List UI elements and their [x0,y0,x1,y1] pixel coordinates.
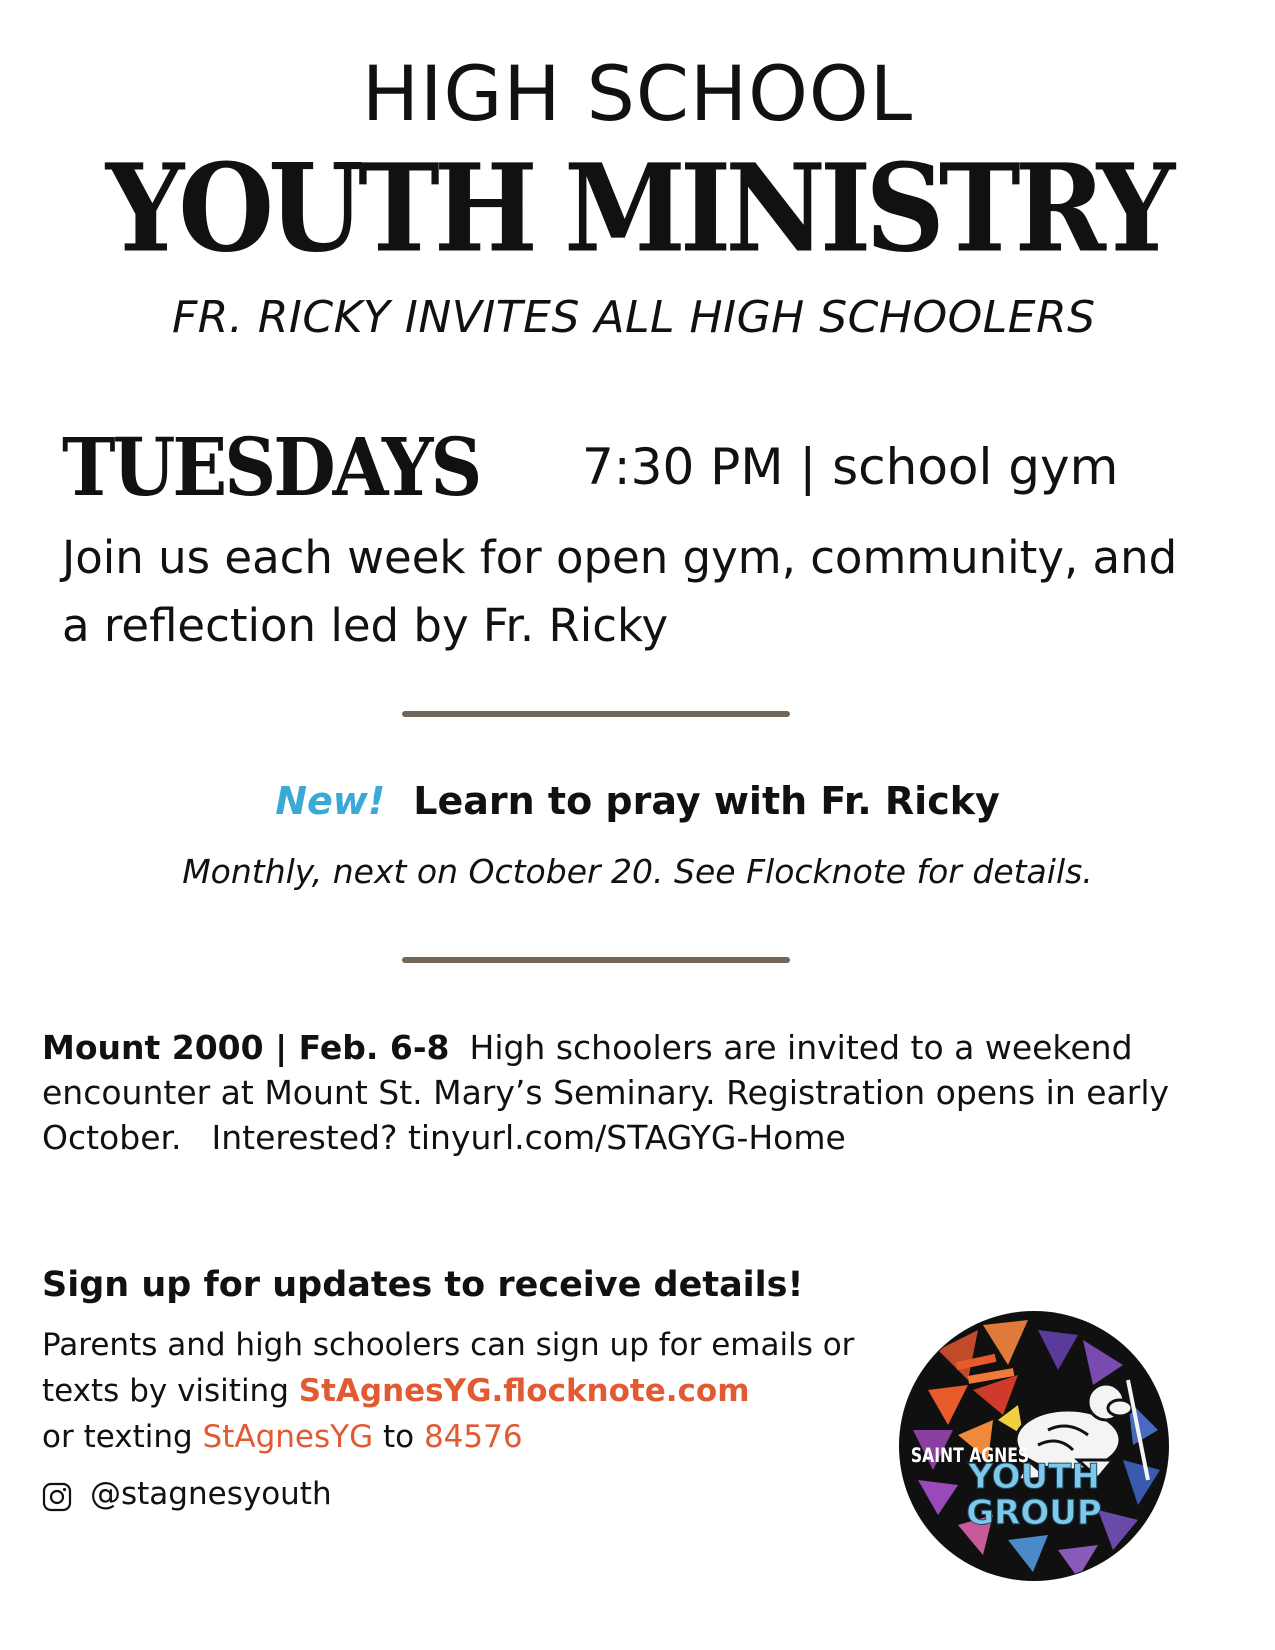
saint-agnes-youth-group-logo [898,1310,1170,1582]
signup-text: Parents and high schoolers can sign up for emails or texts by visiting [42,1327,855,1409]
divider-top [402,711,790,717]
divider-bottom [402,957,790,963]
text-keyword: StAgnesYG [202,1419,374,1455]
prayer-details: Monthly, next on October 20. See Flocknote for details. [182,852,1093,891]
new-badge: New! [275,779,386,823]
title-high-school: HIGH SCHOOL [361,49,914,138]
weekly-description: Join us each week for open gym, community, and a reflection led by Fr. Ricky [62,531,1178,652]
instagram-icon[interactable] [42,1482,72,1512]
mount-heading: Mount 2000 | Feb. 6-8 [42,1028,450,1067]
prayer-title: Learn to pray with Fr. Ricky [413,779,1000,823]
flocknote-link[interactable]: StAgnesYG.flocknote.com [298,1373,750,1409]
mount-2000-section [42,1025,1242,1160]
logo-line-2: YOUTH [968,1457,1100,1497]
signup-body [42,1322,862,1460]
prayer-heading [0,779,1275,823]
to-text: to [382,1419,415,1455]
meeting-time-place: 7:30 PM | school gym [582,438,1119,496]
mount-body: High schoolers are invited to a weekend encounter at Mount St. Mary’s Seminary. Registration opens in early October. [42,1028,1170,1157]
invite-subtitle: FR. RICKY INVITES ALL HIGH SCHOOLERS [172,292,1096,343]
logo-line-3: GROUP [966,1493,1102,1533]
meeting-day: TUESDAYS [62,420,480,514]
title-youth-ministry: YOUTH MINISTRY [105,137,1170,279]
instagram-handle[interactable]: @stagnesyouth [90,1476,332,1512]
text-number: 84576 [423,1419,523,1455]
logo-line-1: SAINT AGNES [910,1445,1030,1468]
signup-heading: Sign up for updates to receive details! [42,1265,804,1305]
mount-interested-link[interactable]: Interested? tinyurl.com/STAGYG-Home [211,1118,846,1157]
or-texting-text: or texting [42,1419,193,1455]
